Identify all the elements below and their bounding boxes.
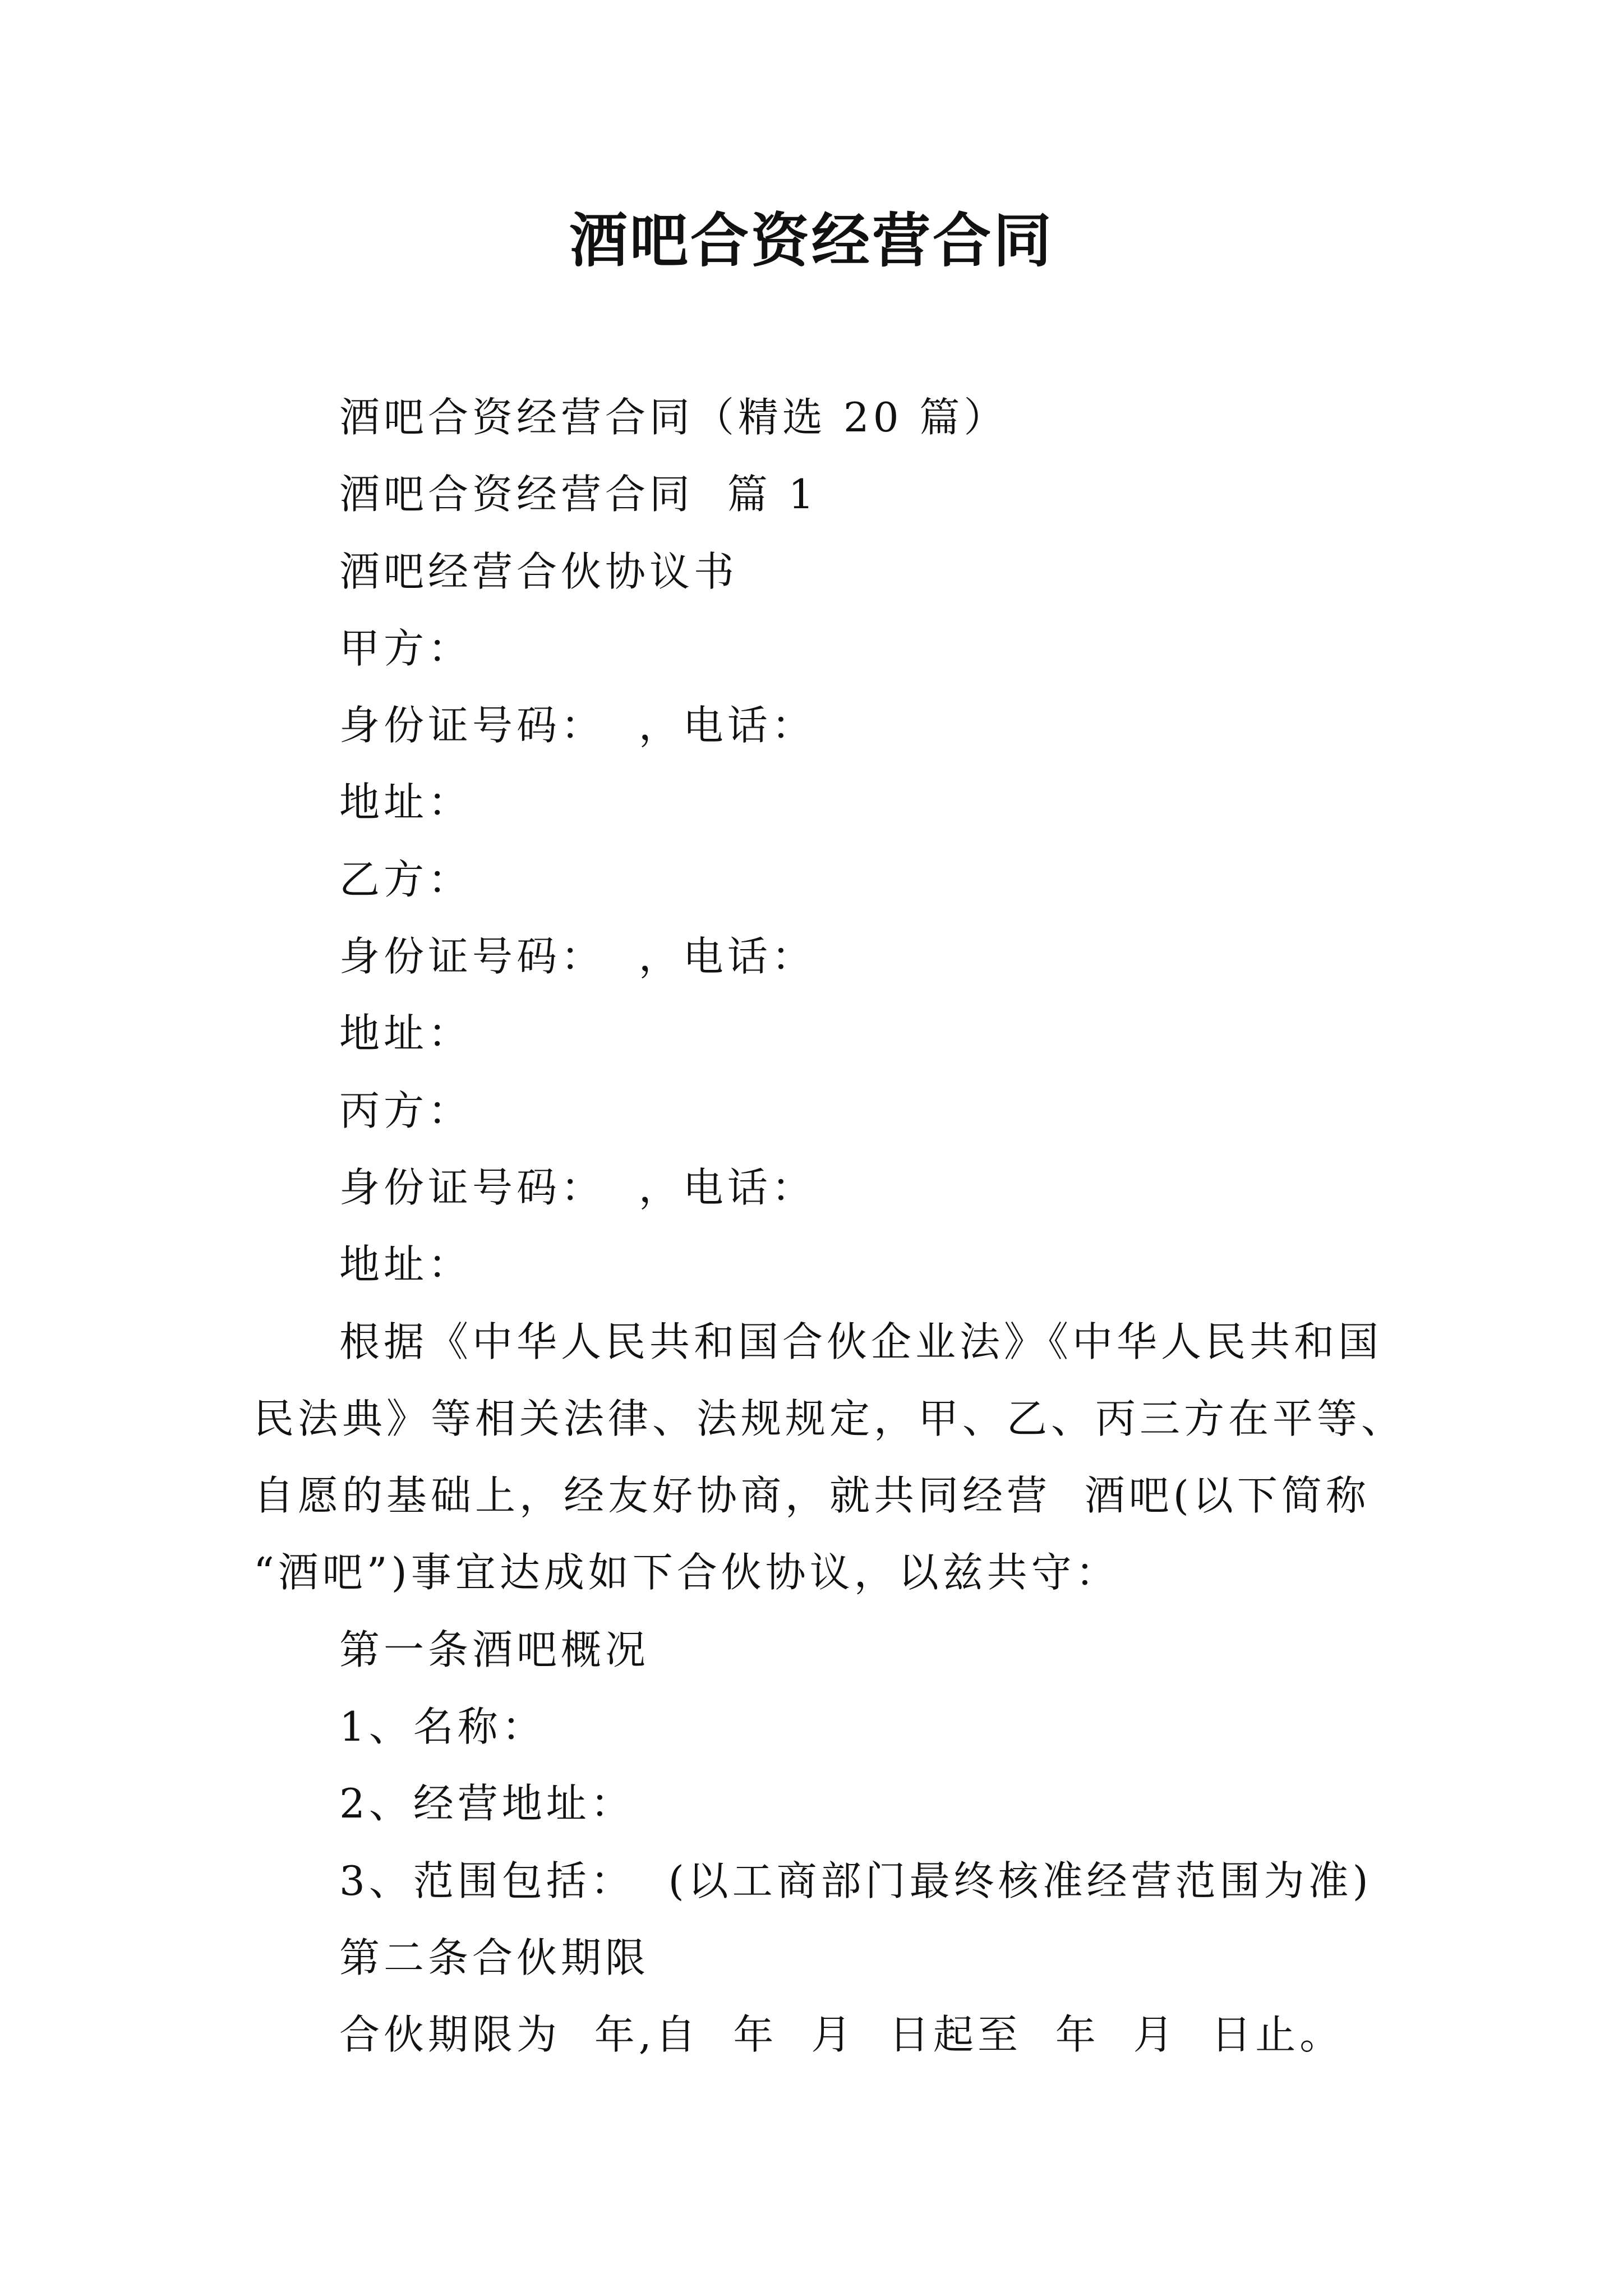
party-id-phone-field: 身份证号码： ，电话： — [339, 933, 816, 981]
article-text: 合伙期限为 年,自 年 月 日起至 年 月 日止。 — [339, 2011, 1344, 2059]
preamble-line: 民法典》等相关法律、法规规定，甲、乙、丙三方在平等、 — [253, 1395, 1406, 1442]
agreement-title: 酒吧经营合伙协议书 — [339, 547, 739, 595]
party-id-phone-field: 身份证号码： ，电话： — [339, 702, 816, 749]
article-item: 2、经营地址： — [339, 1780, 635, 1828]
article-item: 3、范围包括： (以工商部门最终核准经营范围为准) — [339, 1857, 1372, 1904]
party-label: 乙方： — [339, 855, 473, 903]
party-c — [253, 1073, 1431, 1304]
party-a — [253, 610, 1431, 841]
document-body — [253, 379, 1431, 2074]
preamble-line: 自愿的基础上，经友好协商，就共同经营 酒吧(以下简称 — [253, 1472, 1370, 1520]
party-address-field: 地址： — [339, 1241, 473, 1289]
party-label: 甲方： — [339, 624, 473, 672]
preamble-line: “酒吧”)事宜达成如下合伙协议，以兹共守： — [253, 1549, 1120, 1596]
preamble-line: 根据《中华人民共和国合伙企业法》《中华人民共和国 — [339, 1318, 1383, 1365]
article-2 — [253, 1920, 1431, 2074]
collection-heading: 酒吧合资经营合同（精选 20 篇） — [339, 394, 1008, 441]
article-heading: 第二条合伙期限 — [339, 1934, 650, 1981]
article-item: 1、名称： — [339, 1703, 546, 1751]
party-label: 丙方： — [339, 1087, 473, 1134]
party-b — [253, 841, 1431, 1073]
party-address-field: 地址： — [339, 779, 473, 826]
party-id-phone-field: 身份证号码： ，电话： — [339, 1163, 816, 1211]
article-heading: 第一条酒吧概况 — [339, 1626, 650, 1673]
part-heading: 酒吧合资经营合同 篇 1 — [339, 471, 818, 518]
party-address-field: 地址： — [339, 1010, 473, 1057]
preamble-paragraph — [253, 1304, 1431, 1612]
article-1 — [253, 1612, 1431, 1920]
document-title: 酒吧合资经营合同 — [569, 206, 1054, 275]
